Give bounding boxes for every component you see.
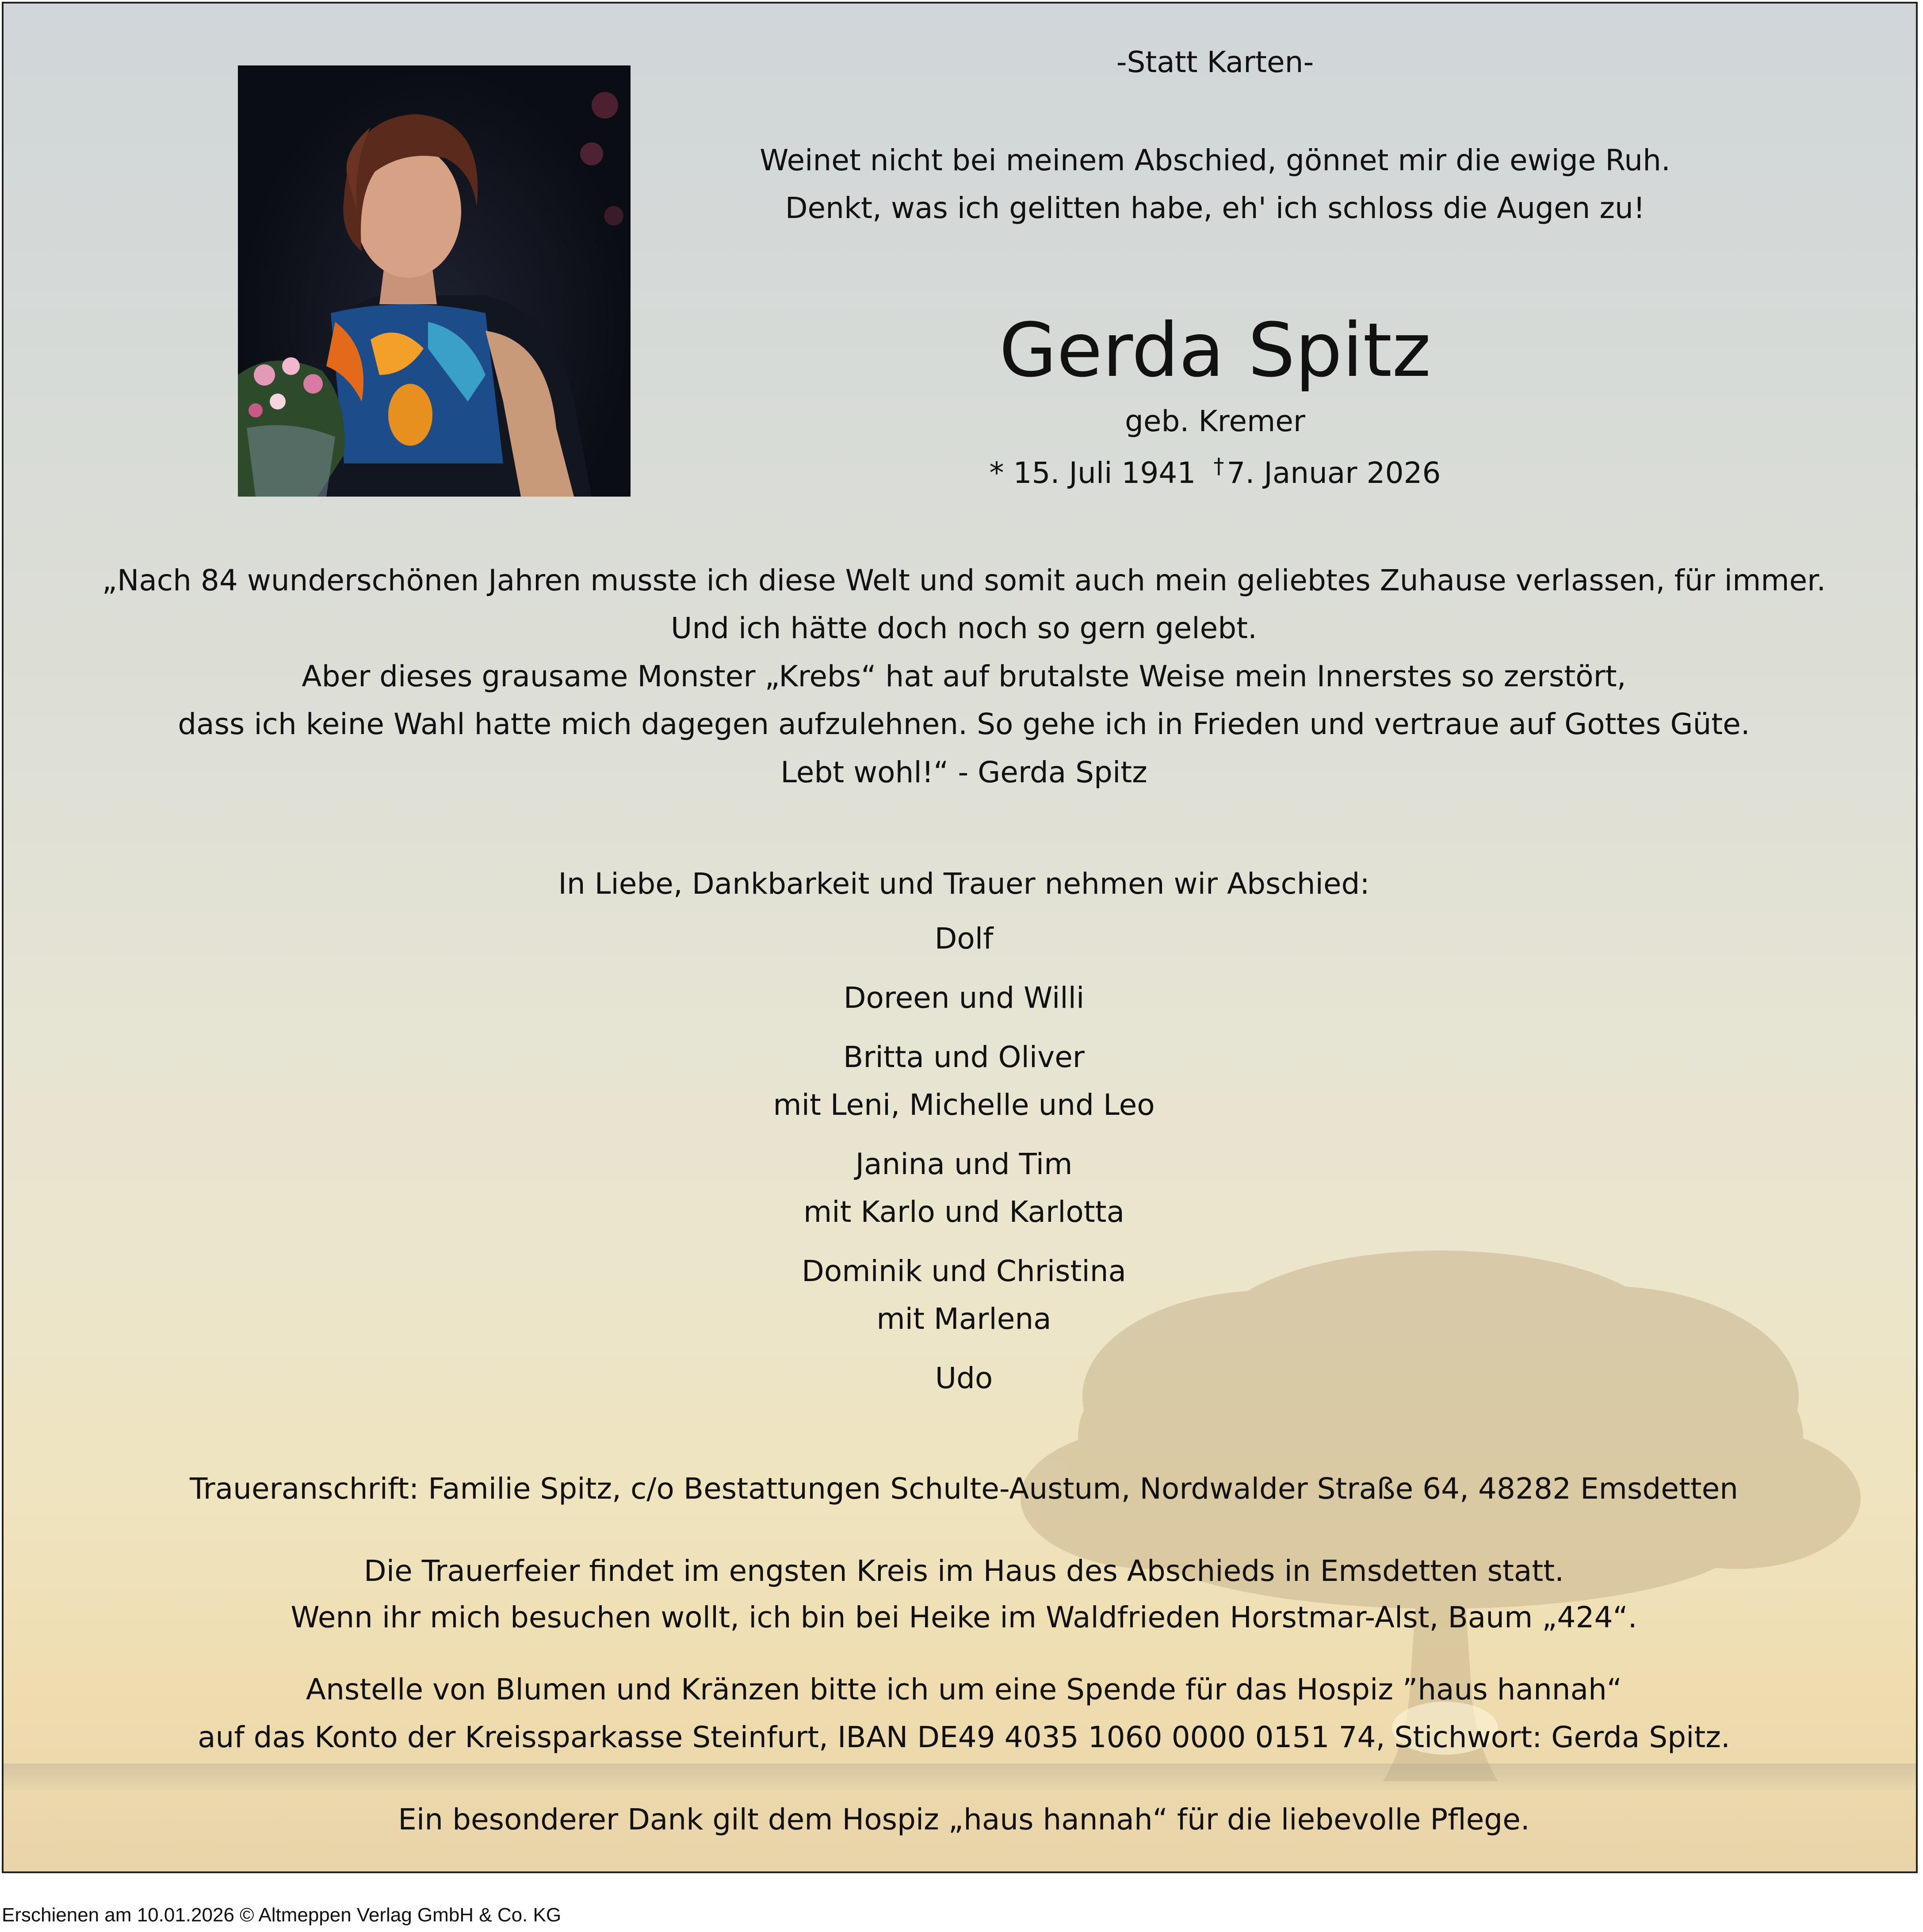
mourner-line: Britta und Oliver (843, 1040, 1085, 1074)
mourner-line: mit Karlo und Karlotta (803, 1195, 1125, 1229)
verse-line-1: Weinet nicht bei meinem Abschied, gönnet mir die ewige Ruh. (760, 143, 1671, 177)
birth-name: geb. Kremer (1125, 404, 1305, 438)
tree-silhouette-background (1021, 1251, 1861, 1799)
obituary-notice (2, 2, 1918, 1873)
quote-line-1: „Nach 84 wunderschönen Jahren musste ich diese Welt und somit auch mein geliebtes Zuhause verlassen, für immer. (102, 563, 1826, 597)
horizon-band (4, 1764, 1916, 1790)
mourner-line: Udo (935, 1361, 993, 1395)
birth-date: * 15. Juli 1941 (989, 456, 1196, 490)
mourner-line: Dominik und Christina (802, 1254, 1126, 1288)
thanks-line: Ein besonderer Dank gilt dem Hospiz „haus hannah“ für die liebevolle Pflege. (398, 1802, 1530, 1836)
mourner-line: mit Marlena (876, 1302, 1051, 1336)
mourner-line: Dolf (934, 922, 994, 956)
donation-line-1: Anstelle von Blumen und Kränzen bitte ich um eine Spende für das Hospiz ”haus hannah“ (306, 1672, 1622, 1706)
life-dates (990, 455, 1441, 488)
death-cross-icon: † (1213, 454, 1224, 478)
ceremony-line-2: Wenn ihr mich besuchen wollt, ich bin bei Heike im Waldfrieden Horstmar-Alst, Baum „424“. (291, 1600, 1637, 1634)
ceremony-line-1: Die Trauerfeier findet im engsten Kreis im Haus des Abschieds in Emsdetten statt. (363, 1554, 1564, 1588)
mourner-line: Doreen und Willi (843, 981, 1085, 1015)
quote-line-4: dass ich keine Wahl hatte mich dagegen aufzulehnen. So gehe ich in Frieden und vertraue auf Gottes Güte. (178, 707, 1750, 741)
quote-line-3: Aber dieses grausame Monster „Krebs“ hat auf brutalste Weise mein Innerstes so zerstört, (302, 659, 1626, 693)
donation-line-2: auf das Konto der Kreissparkasse Steinfurt, IBAN DE49 4035 1060 0000 0151 74, Stichwort: Gerda Spitz. (198, 1720, 1730, 1754)
mourner-line: Janina und Tim (855, 1147, 1073, 1181)
quote-line-2: Und ich hätte doch noch so gern gelebt. (671, 611, 1257, 645)
funeral-address: Traueranschrift: Familie Spitz, c/o Bestattungen Schulte-Austum, Nordwalder Straße 64, 48282 Emsdetten (189, 1472, 1739, 1506)
statt-karten-line: -Statt Karten- (1116, 45, 1314, 79)
portrait-photo (238, 65, 631, 497)
publication-credit: Erschienen am 10.01.2026 © Altmeppen Verlag GmbH & Co. KG (2, 1904, 562, 1926)
deceased-name: Gerda Spitz (999, 307, 1431, 394)
verse-line-2: Denkt, was ich gelitten habe, eh' ich schloss die Augen zu! (785, 191, 1645, 225)
quote-line-5: Lebt wohl!“ - Gerda Spitz (780, 755, 1147, 789)
death-date: 7. Januar 2026 (1227, 456, 1441, 490)
mourners-intro: In Liebe, Dankbarkeit und Trauer nehmen wir Abschied: (558, 867, 1370, 901)
mourner-line: mit Leni, Michelle und Leo (773, 1088, 1155, 1122)
